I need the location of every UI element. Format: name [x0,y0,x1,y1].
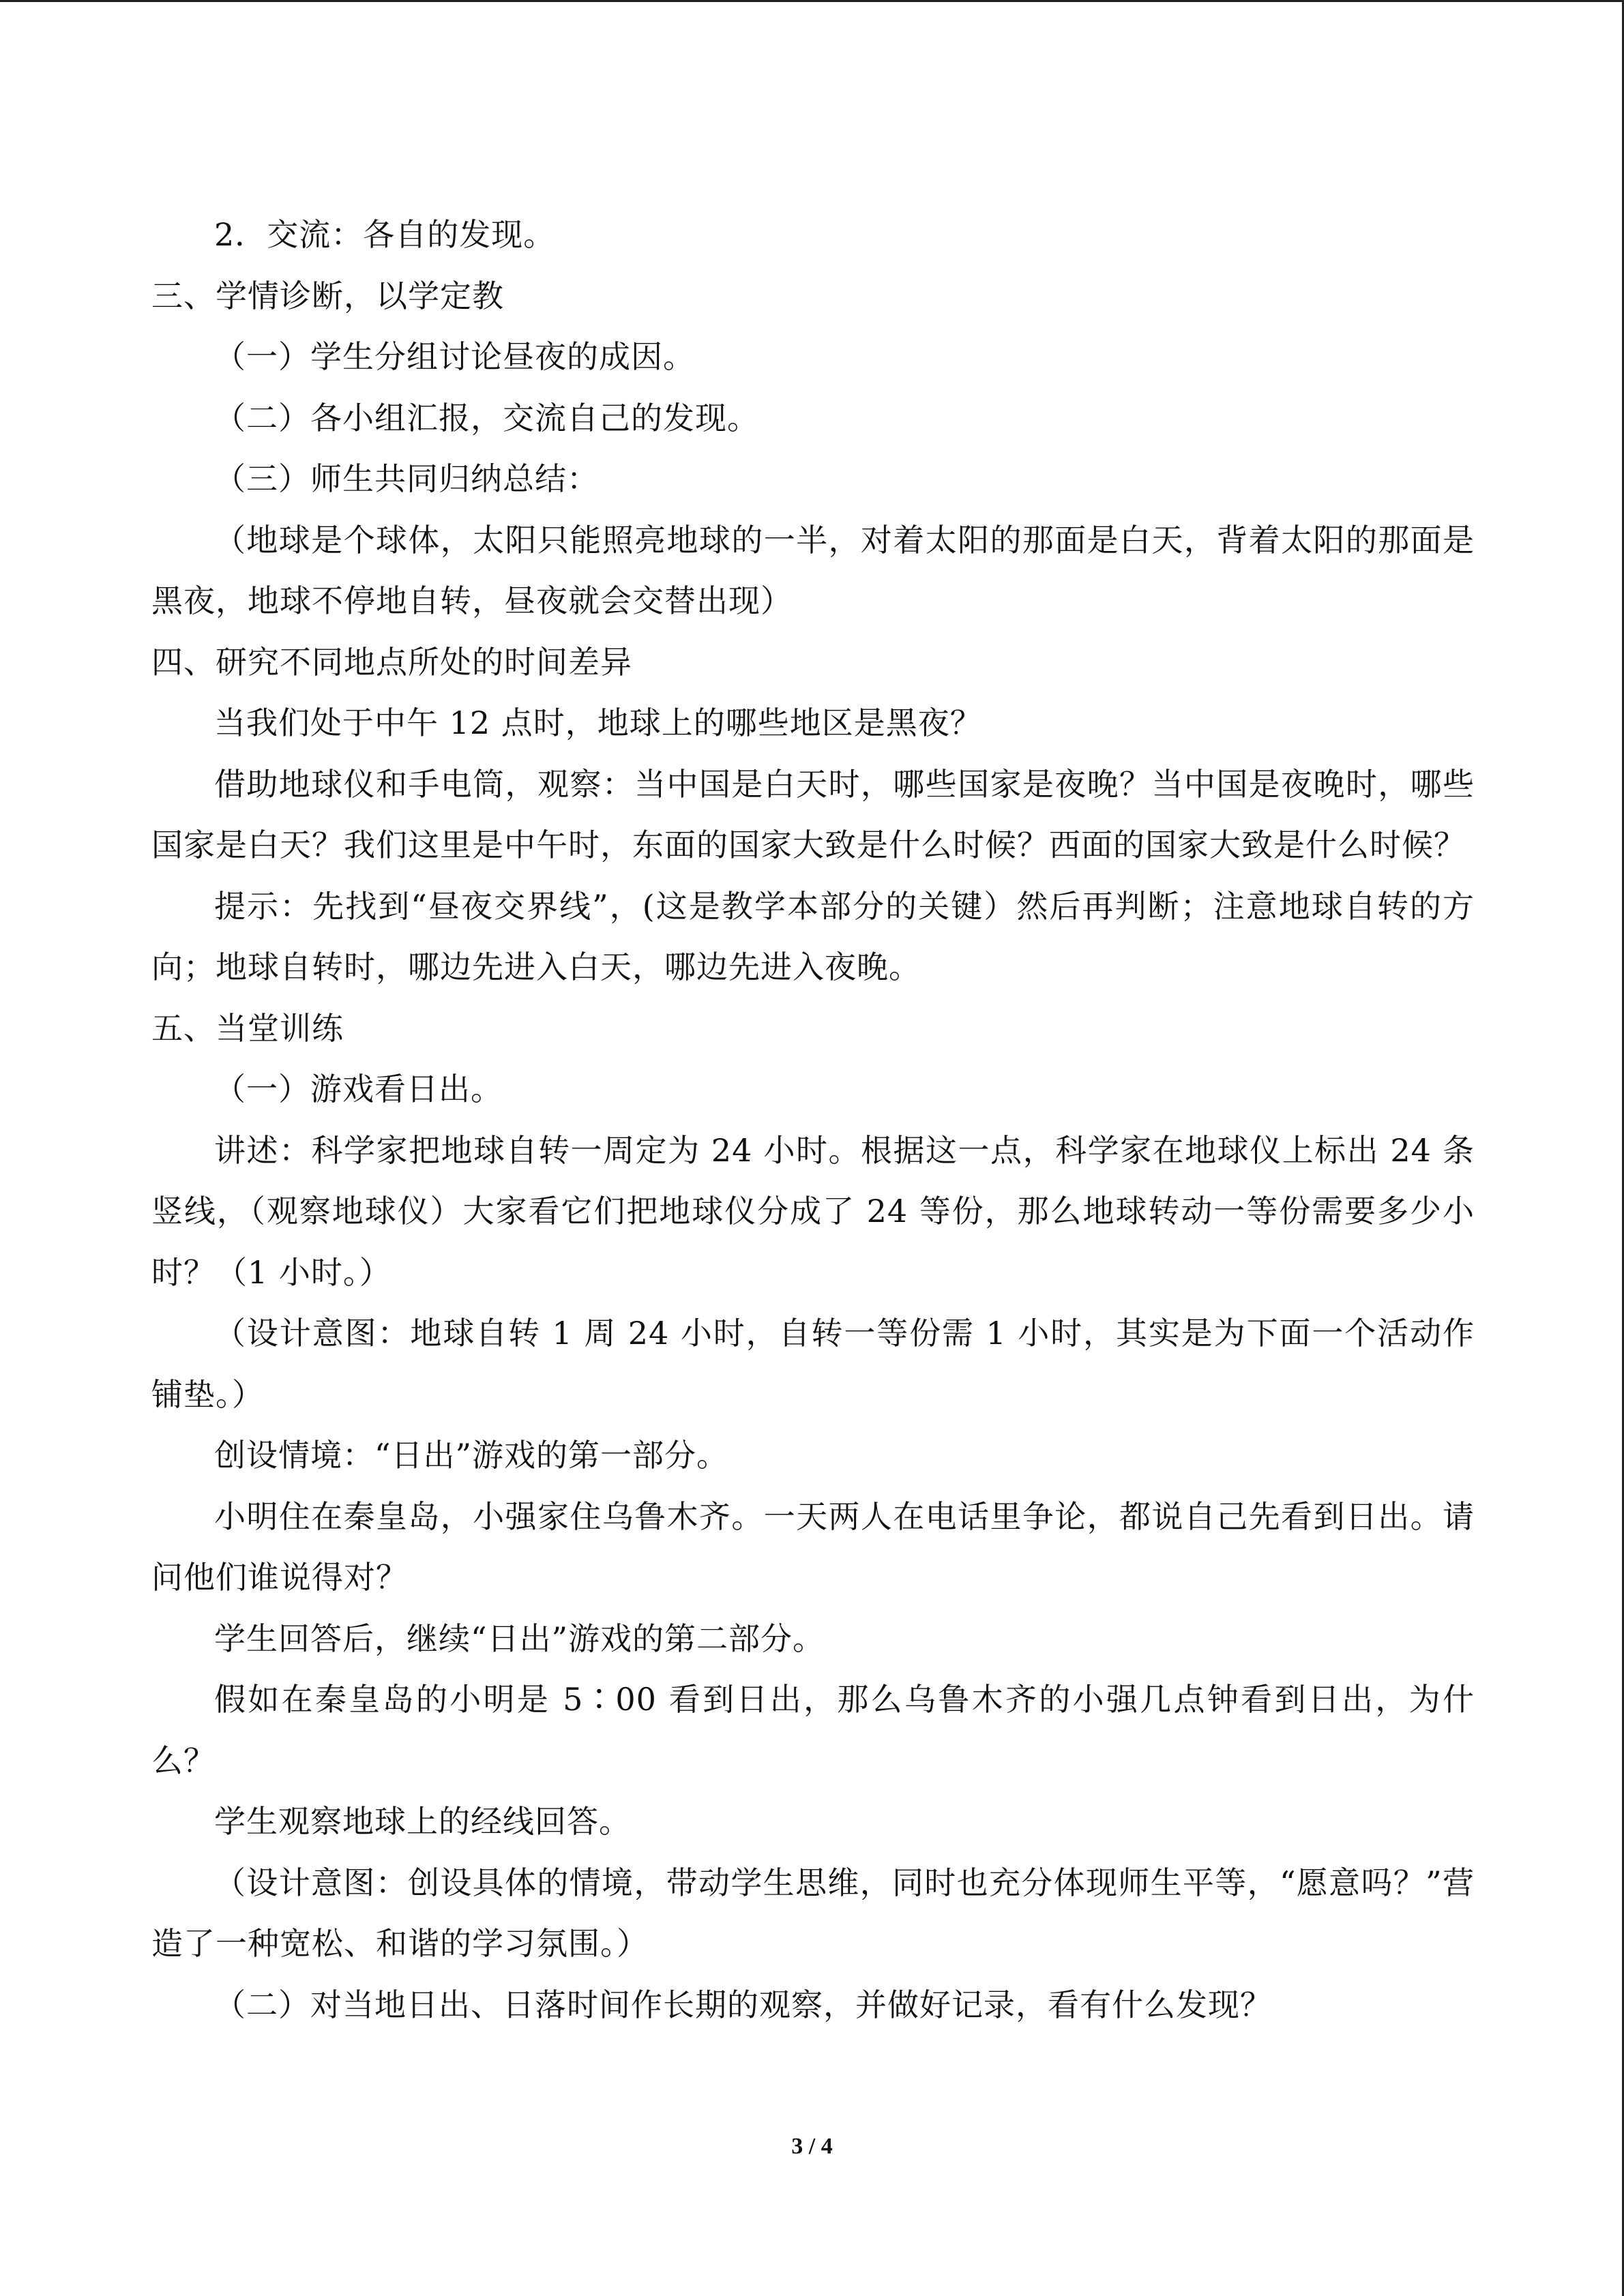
page-border-top [0,0,1624,2]
page-number: 3 / 4 [791,2134,833,2159]
paragraph-long-term-observation: （二）对当地日出、日落时间作长期的观察，并做好记录，看有什么发现？ [214,1986,1272,2023]
paragraph-noon-question: 当我们处于中午 12 点时，地球上的哪些地区是黑夜？ [214,704,982,741]
paragraph-group-report: （二）各小组汇报，交流自己的发现。 [214,399,759,436]
paragraph-group-discussion: （一）学生分组讨论昼夜的成因。 [214,338,695,375]
paragraph-globe-observation: 借助地球仪和手电筒，观察：当中国是白天时，哪些国家是夜晚？当中国是夜晚时，哪些国家是白天？我们这里是中午时，东面的国家大致是什么时候？西面的国家大致是什么时候？ [151,765,1475,863]
paragraph-sunrise-game: （一）游戏看日出。 [214,1071,503,1107]
paragraph-design-intent-1: （设计意图：地球自转 1 周 24 小时，自转一等份需 1 小时，其实是为下面一个活动作铺垫。） [151,1315,1475,1413]
paragraph-scenario-part-1: 创设情境：“日出”游戏的第一部分。 [214,1437,729,1474]
section-heading-5: 五、当堂训练 [151,1009,344,1047]
paragraph-24-hours: 讲述：科学家把地球自转一周定为 24 小时。根据这一点，科学家在地球仪上标出 24 条竖线，（观察地球仪）大家看它们把地球仪分成了 24 等份，那么地球转动一等份需要多少小时？（1 小时。） [151,1131,1475,1291]
paragraph-day-night-explanation: （地球是个球体，太阳只能照亮地球的一半，对着太阳的那面是白天，背着太阳的那面是黑夜，地球不停地自转，昼夜就会交替出现） [151,521,1475,619]
paragraph-exchange-findings: 2．交流：各自的发现。 [214,216,556,253]
paragraph-sunrise-time-question: 假如在秦皇岛的小明是 5∶00 看到日出，那么乌鲁木齐的小强几点钟看到日出，为什么？ [151,1681,1475,1779]
paragraph-xiaoming-xiaoqiang: 小明住在秦皇岛，小强家住乌鲁木齐。一天两人在电话里争论，都说自己先看到日出。请问他们谁说得对？ [151,1497,1475,1596]
paragraph-summary: （三）师生共同归纳总结： [214,460,599,497]
paragraph-scenario-part-2: 学生回答后，继续“日出”游戏的第二部分。 [214,1620,825,1657]
paragraph-meridian-answer: 学生观察地球上的经线回答。 [214,1803,631,1840]
section-heading-4: 四、研究不同地点所处的时间差异 [151,643,632,681]
paragraph-design-intent-2: （设计意图：创设具体的情境，带动学生思维，同时也充分体现师生平等，“愿意吗？”营造了一种宽松、和谐的学习氛围。） [151,1864,1475,1962]
document-body [151,205,1475,2036]
paragraph-hint: 提示：先找到“昼夜交界线”，(这是教学本部分的关键）然后再判断；注意地球自转的方向；地球自转时，哪边先进入白天，哪边先进入夜晚。 [151,887,1475,985]
section-heading-3: 三、学情诊断，以学定教 [151,277,504,314]
